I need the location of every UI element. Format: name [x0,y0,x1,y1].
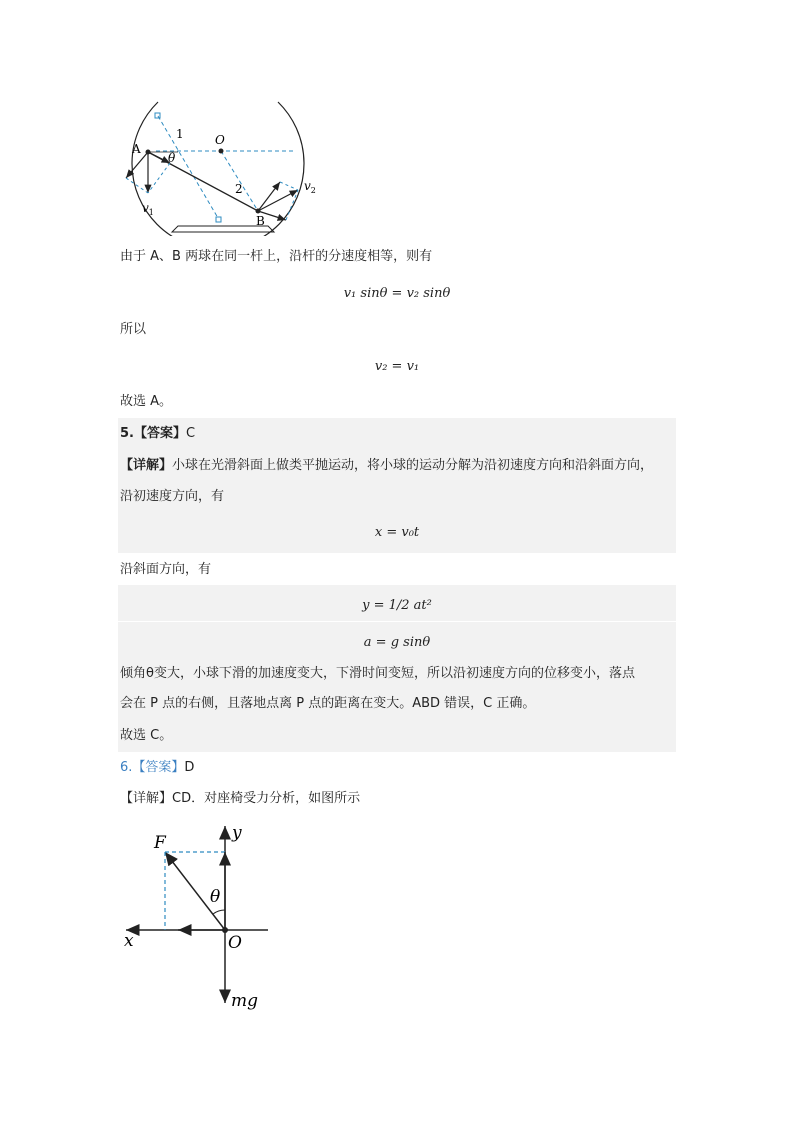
paragraph-3: 故选 A。 [120,394,173,409]
label-b: B [256,214,265,228]
label-v2-sub: 2 [310,186,316,195]
q6-answer-line [120,758,194,778]
equation-2: v₂ = v₁ [374,359,420,374]
equation-1: v₁ sinθ = v₂ sinθ [343,286,451,301]
figure-force-diagram [118,818,288,1018]
label-o: O [215,133,225,147]
label-a: A [132,142,141,156]
label-mg: mg [231,991,259,1011]
q5-answer-label: 【答案】 [133,426,186,441]
figure-circle-rod [118,98,328,236]
q5-answer-line [120,424,195,444]
label-f: F [154,833,166,853]
q5-line2: 沿初速度方向，有 [120,489,225,504]
svg-text:v2 [304,179,316,195]
label-y: y [232,823,242,843]
q5-number: 5. [120,426,134,441]
label-theta: θ [168,151,176,165]
q6-answer-label: 【答案】 [132,760,185,775]
q6-detail-label: 【详解】 [120,791,173,806]
q5-eq-y: y = 1/2 at² [362,598,432,613]
q5-eq-a: a = g sinθ [363,635,431,650]
label-x: x [124,931,134,951]
label-v1-sub: 1 [148,208,154,217]
q6-answer: D [184,760,195,775]
label-2: 2 [235,182,243,196]
svg-text:v1 [142,201,154,217]
q6-detail-line [120,789,360,809]
q6-number: 6. [120,760,133,775]
q5-line4: 倾角θ变大，小球下滑的加速度变大，下滑时间变短，所以沿初速度方向的位移变小，落点 [120,666,635,681]
q6-detail: CD．对座椅受力分析，如图所示 [172,791,361,806]
q5-answer: C [186,426,196,441]
q5-divider [118,621,676,622]
label-v1: v [142,201,149,215]
paragraph-2: 所以 [120,322,147,337]
q5-line6: 故选 C。 [120,728,173,743]
q5-eq-x: x = v₀t [374,525,420,540]
q5-detail-label: 【详解】 [120,458,173,473]
label-v2: v [304,179,311,193]
q5-detail-line [120,456,653,476]
q5-line5: 会在 P 点的右侧，且落地点离 P 点的距离在变大。ABD 错误，C 正确。 [120,696,536,711]
label-theta: θ [210,887,221,907]
paragraph-1: 由于 A、B 两球在同一杆上，沿杆的分速度相等，则有 [120,249,433,264]
label-o: O [228,933,242,953]
q5-line3: 沿斜面方向，有 [120,562,212,577]
label-1: 1 [176,127,184,141]
circle-arc [132,102,304,236]
q5-detail: 小球在光滑斜面上做类平抛运动，将小球的运动分解为沿初速度方向和沿斜面方向， [172,458,654,473]
